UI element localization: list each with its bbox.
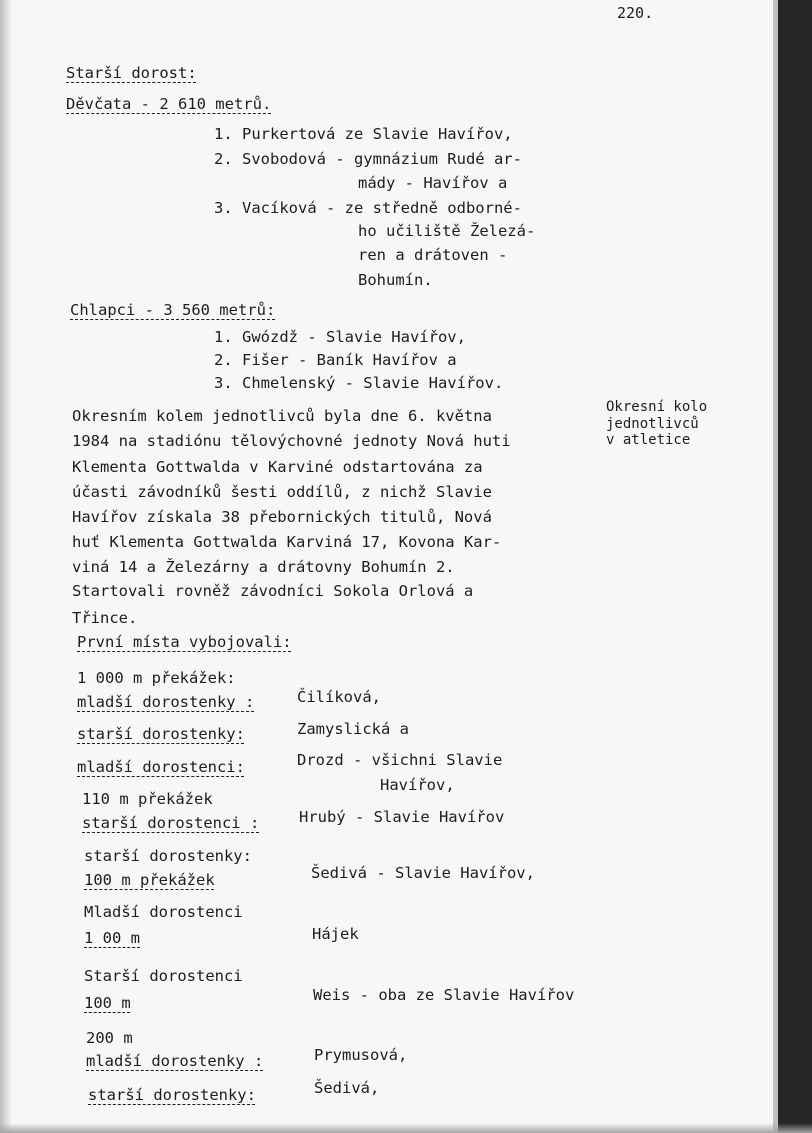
winner-name: Šedivá, xyxy=(314,1079,380,1097)
boys-line: 3. Chmelenský - Slavie Havířov. xyxy=(214,374,504,392)
winner-name: Zamyslická a xyxy=(297,720,409,738)
section-heading: Starší dorost: xyxy=(66,64,197,82)
event-label: 1 000 m překážek: xyxy=(77,669,236,687)
girls-line: 2. Svobodová - gymnázium Rudé ar- xyxy=(214,150,522,168)
winner-name: Čilíková, xyxy=(297,688,381,706)
paragraph-line: 1984 na stadiónu tělovýchovné jednoty Nová huti xyxy=(72,432,511,450)
winner-name: Drozd - všichni Slavie xyxy=(297,751,503,769)
paragraph-line: viná 14 a Železárny a drátovny Bohumín 2. xyxy=(72,558,455,576)
boys-line: 2. Fišer - Baník Havířov a xyxy=(214,351,457,369)
event-label: 1 00 m xyxy=(84,929,140,947)
event-label: 100 m xyxy=(84,994,131,1012)
paragraph-line: Havířov získala 38 přebornických titulů, Nová xyxy=(72,508,492,526)
paragraph-line: Klementa Gottwalda v Karviné odstartována za xyxy=(72,458,483,476)
girls-line: ho učiliště Železá- xyxy=(358,222,536,240)
paragraph-line: Okresním kolem jednotlivců byla dne 6. května xyxy=(72,407,492,425)
boys-line: 1. Gwózdž - Slavie Havířov, xyxy=(214,328,466,346)
girls-heading: Děvčata - 2 610 metrů. xyxy=(66,95,272,113)
boys-heading: Chlapci - 3 560 metrů: xyxy=(70,301,276,319)
winner-name: Hájek xyxy=(312,925,359,943)
event-label: 110 m překážek xyxy=(82,790,213,808)
category-label: mladší dorostenci: xyxy=(77,758,245,776)
winner-name: Hrubý - Slavie Havířov xyxy=(299,808,505,826)
girls-line: mády - Havířov a xyxy=(358,174,508,192)
girls-line: 1. Purkertová ze Slavie Havířov, xyxy=(214,125,513,143)
side-note-line: Okresní kolo xyxy=(606,399,708,415)
category-label: starší dorostenci : xyxy=(82,814,260,832)
girls-line: Bohumín. xyxy=(358,271,433,289)
category-label: mladší dorostenky : xyxy=(86,1052,264,1070)
side-note-line: jednotlivců xyxy=(606,416,699,432)
paragraph-line: Startovali rovněž závodníci Sokola Orlová a xyxy=(72,582,474,600)
winner-name: Prymusová, xyxy=(314,1046,408,1064)
category-label: starší dorostenky: xyxy=(88,1086,256,1104)
category-label: starší dorostenky: xyxy=(77,725,245,743)
paragraph-line: účasti závodníků šesti oddílů, z nichž Slavie xyxy=(72,483,492,501)
winner-name: Šedivá - Slavie Havířov, xyxy=(311,864,535,882)
side-note-line: v atletice xyxy=(606,432,691,448)
category-label: Mladší dorostenci xyxy=(84,903,243,921)
scan-left-shadow xyxy=(0,0,12,1133)
page-number: 220. xyxy=(617,4,654,22)
winner-name: Havířov, xyxy=(380,776,455,794)
girls-line: 3. Vacíková - ze středně odborné- xyxy=(214,199,522,217)
category-label: Starší dorostenci xyxy=(84,967,243,985)
category-label: mladší dorostenky : xyxy=(77,693,255,711)
category-label: starší dorostenky: xyxy=(84,847,252,865)
girls-line: ren a drátoven - xyxy=(358,246,508,264)
event-label: 100 m překážek xyxy=(84,871,215,889)
paragraph-line: Třince. xyxy=(72,609,138,627)
paragraph-line: huť Klementa Gottwalda Karviná 17, Kovona Kar- xyxy=(72,533,502,551)
event-label: 200 m xyxy=(86,1029,133,1047)
scan-bottom-shadow xyxy=(0,1123,812,1133)
winner-name: Weis - oba ze Slavie Havířov xyxy=(313,986,575,1004)
first-places-heading: První místa vybojovali: xyxy=(77,633,292,651)
scan-right-edge xyxy=(778,0,812,1133)
